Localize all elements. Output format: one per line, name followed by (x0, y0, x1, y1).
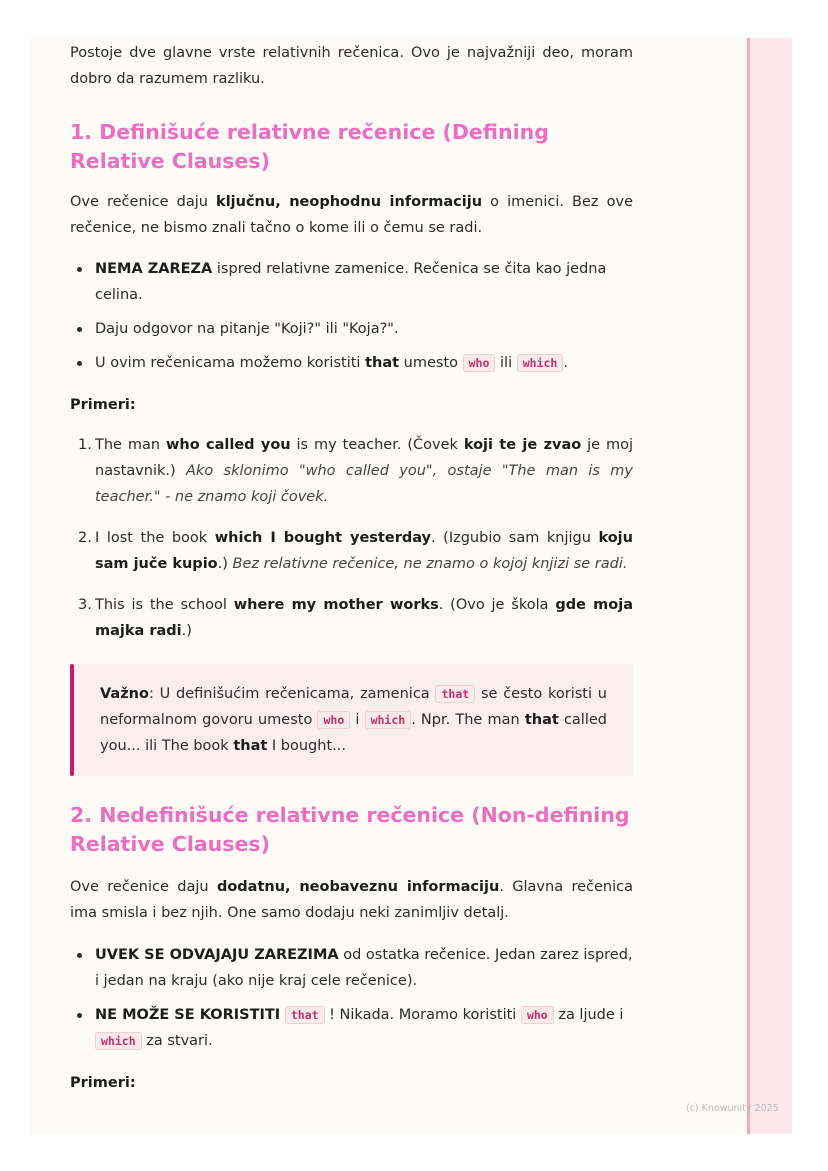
right-margin-line (747, 38, 750, 1134)
example-item: 3. This is the school where my mother works. (Ovo je škola gde moja majka radi.) (78, 597, 634, 639)
list-item: NE MOŽE SE KORISTITI that ! Nikada. Moramo koristiti who za ljude i which za stvari. (70, 1002, 633, 1054)
code-which: which (95, 1032, 142, 1050)
code-who: who (317, 711, 350, 729)
examples-label: Primeri: (70, 397, 136, 413)
code-who: who (463, 354, 496, 372)
code-that: that (285, 1006, 325, 1024)
list-item: UVEK SE ODVAJAJU ZAREZIMA od ostatka rečenice. Jedan zarez ispred, i jedan na kraju (ako nije kraj cele rečenice). (70, 942, 633, 994)
example-item: 2. I lost the book which I bought yesterday. (Izgubio sam knjigu koju sam juče kupio.) Bez relativne rečenice, ne znamo o kojoj knjizi se radi. (78, 530, 633, 572)
code-which: which (517, 354, 564, 372)
footer-copyright: (c) Knowunity 2025 (686, 1103, 779, 1114)
list-item: Daju odgovor na pitanje "Koji?" ili "Koja?". (70, 316, 633, 342)
example-item: 1. The man who called you is my teacher. (Čovek koji te je zvao je moj nastavnik.) Ako sklonimo "who called you", ostaje "The man is my teacher." - ne znamo koji čovek. (78, 437, 634, 505)
section2-heading: 2. Nedefinišuće relativne rečenice (Non-defining Relative Clauses) (70, 803, 630, 856)
section2-bullets (70, 942, 633, 1054)
intro-paragraph: Postoje dve glavne vrste relativnih rečenica. Ovo je najvažniji deo, moram dobro da razumem razliku. (70, 45, 633, 87)
code-who: who (521, 1006, 554, 1024)
section1-heading: 1. Definišuće relativne rečenice (Defining Relative Clauses) (70, 120, 549, 173)
note-text: Važno: U definišućim rečenicama, zamenica that se često koristi u neformalnom govoru umesto who i which . Npr. The man that called you... ili The book that I bought... (100, 686, 607, 754)
code-which: which (365, 711, 412, 729)
important-note (70, 664, 633, 776)
section1-bullets (70, 256, 633, 376)
list-item: NEMA ZAREZA ispred relativne zamenice. Rečenica se čita kao jedna celina. (70, 256, 633, 308)
document-content (70, 40, 633, 1096)
examples-label-2: Primeri: (70, 1075, 136, 1091)
section1-paragraph: Ove rečenice daju ključnu, neophodnu informaciju o imenici. Bez ove rečenice, ne bismo znali tačno o kome ili o čemu se radi. (70, 194, 633, 236)
list-item: U ovim rečenicama možemo koristiti that umesto who ili which . (70, 350, 633, 376)
right-margin-strip (747, 38, 792, 1134)
note-accent-bar (70, 664, 74, 776)
code-that: that (435, 685, 475, 703)
section2-paragraph: Ove rečenice daju dodatnu, neobaveznu informaciju. Glavna rečenica ima smisla i bez njih. One samo dodaju neki zanimljiv detalj. (70, 879, 634, 921)
section1-examples (70, 432, 633, 644)
